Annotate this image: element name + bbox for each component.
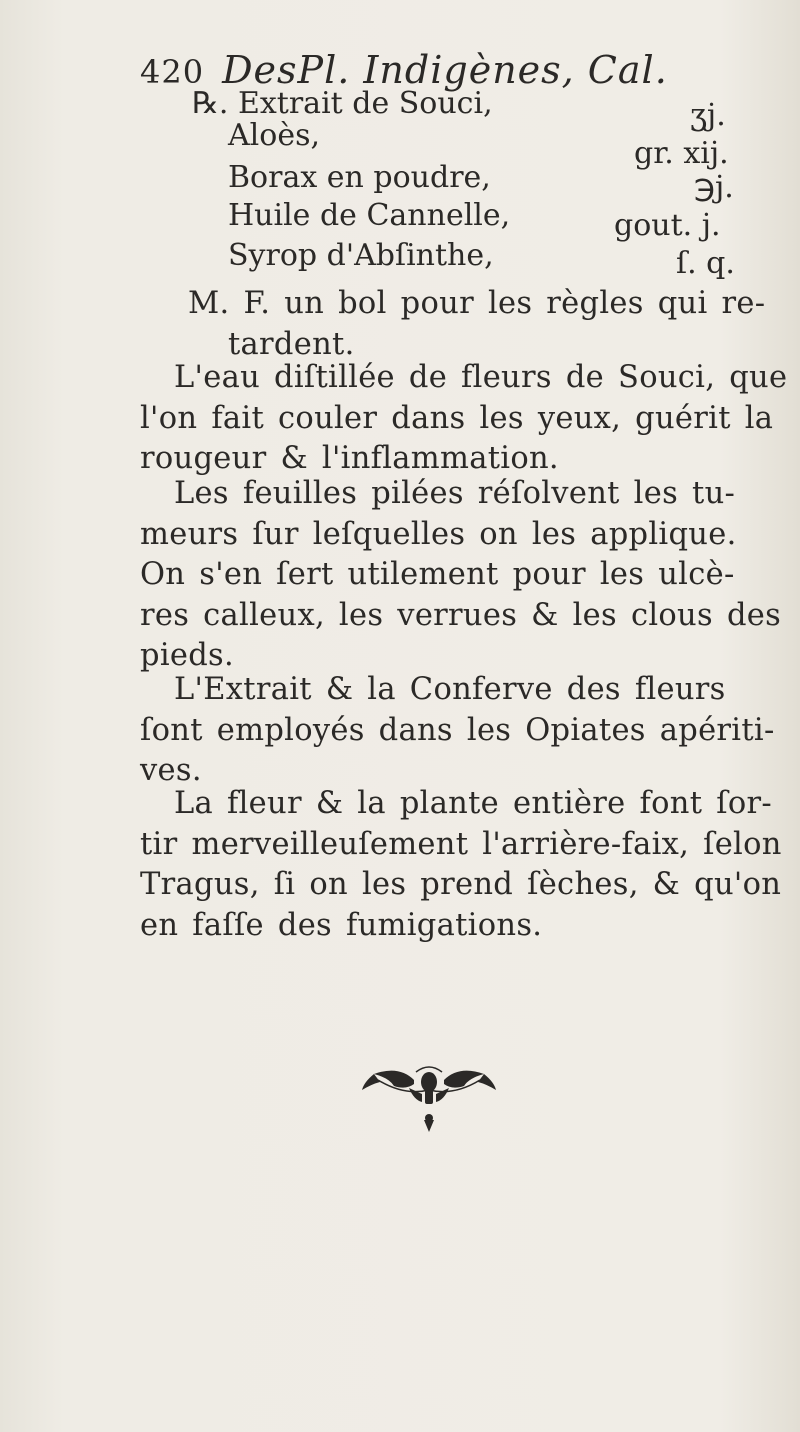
recipe-amount: gr. xij. — [634, 136, 729, 171]
recipe-item: Borax en poudre, — [228, 160, 491, 195]
recipe-item: Huile de Cannelle, — [228, 198, 511, 233]
floral-tailpiece-icon — [354, 1060, 504, 1150]
recipe-item: ℞. Extrait de Souci, — [192, 86, 493, 121]
recipe-amount: ʒj. — [690, 98, 726, 133]
recipe-amount: ſ. q. — [676, 246, 735, 281]
recipe-instruction: M. F. un bol pour les règles qui re- tardent. — [188, 286, 766, 362]
paragraph: L'eau diſtillée de fleurs de Souci, que l'on fait couler dans les yeux, guérit la rougeur & l'inflammation. — [140, 360, 788, 476]
paragraph: L'Extrait & la Conferve des fleurs ſont employés dans les Opiates apériti- ves. — [140, 672, 775, 788]
recipe-amount: gout. j. — [614, 208, 721, 243]
recipe-item: Aloès, — [228, 118, 321, 153]
paragraph: La fleur & la plante entière font ſor- tir merveilleuſement l'arrière-faix, ſelon Tragus, ſi on les prend ſèches, & qu'on en faſſe des fumigations. — [140, 786, 782, 943]
running-title: DesPl. Indigènes, Cal. — [222, 48, 668, 92]
paragraph: Les feuilles pilées réſolvent les tu- meurs ſur leſquelles on les applique. On s'en ſert utilement pour les ulcè- res calleux, les verrues & les clous des pieds. — [140, 476, 782, 673]
recipe-amount: ℈j. — [694, 170, 734, 205]
recipe-item: Syrop d'Abſinthe, — [228, 238, 494, 273]
page-number: 420 — [140, 53, 205, 91]
